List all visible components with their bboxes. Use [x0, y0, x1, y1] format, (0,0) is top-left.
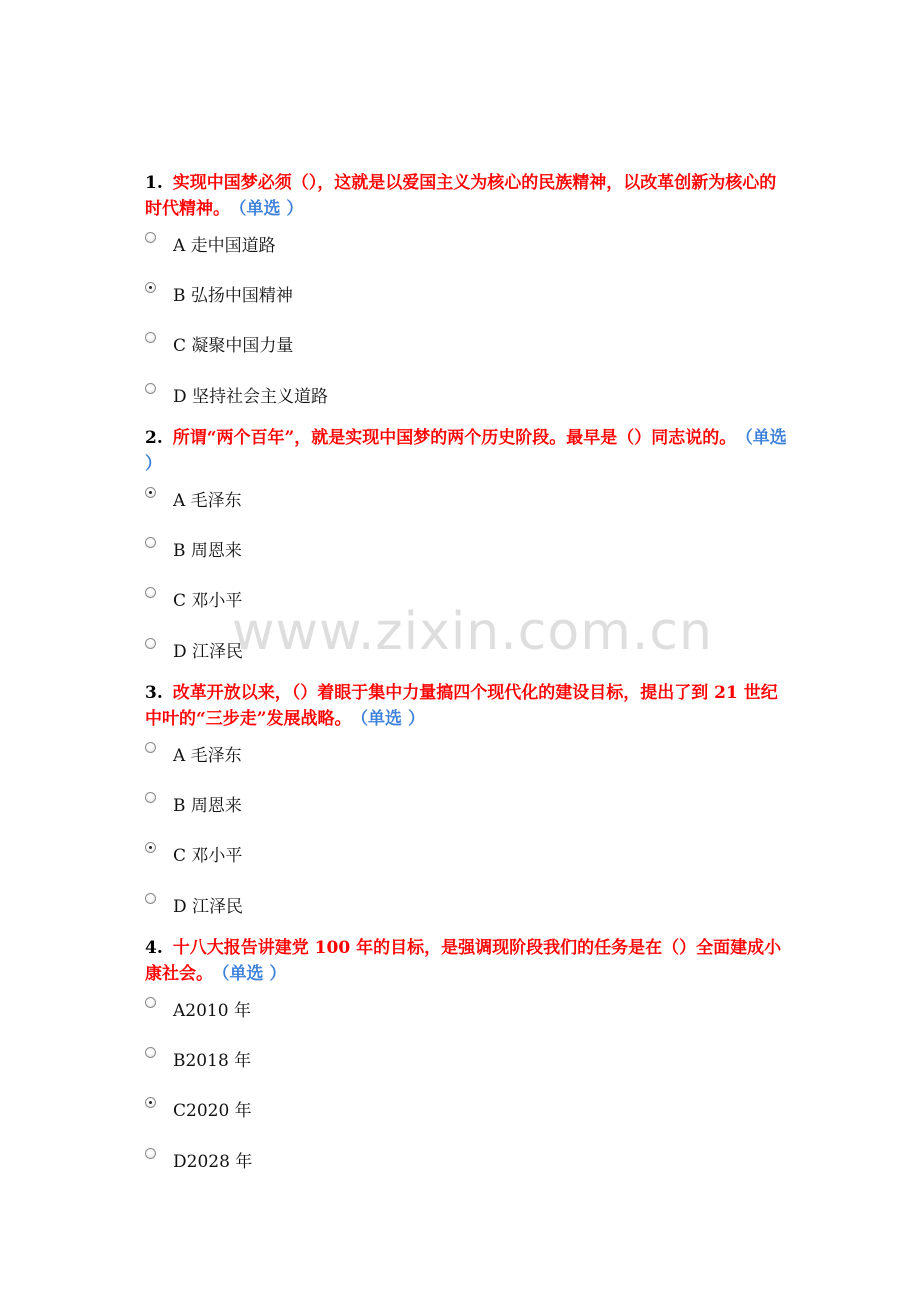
- option-d[interactable]: [145, 638, 243, 666]
- radio-button-icon[interactable]: [145, 997, 156, 1008]
- radio-button-icon[interactable]: [145, 232, 156, 243]
- radio-button-icon[interactable]: [145, 587, 156, 598]
- option-a[interactable]: [145, 997, 251, 1025]
- option-label: C 邓小平: [173, 591, 243, 611]
- radio-button-checked-icon[interactable]: [145, 282, 156, 293]
- question-type: （单选 ）: [221, 964, 287, 984]
- option-label: A 毛泽东: [173, 491, 242, 511]
- option-label: B 弘扬中国精神: [173, 286, 293, 306]
- question-number: 3.: [145, 683, 163, 703]
- radio-button-icon[interactable]: [145, 537, 156, 548]
- question-text: 实现中国梦必须（），这就是以爱国主义为核心的民族精神，以改革创新为核心的时代精神。: [145, 173, 777, 219]
- radio-button-checked-icon[interactable]: [145, 487, 156, 498]
- option-label: A 毛泽东: [173, 746, 242, 766]
- option-label: A2010 年: [173, 1001, 251, 1021]
- option-a[interactable]: [145, 487, 242, 515]
- radio-button-checked-icon[interactable]: [145, 842, 156, 853]
- option-a[interactable]: [145, 232, 276, 260]
- option-label: D 坚持社会主义道路: [173, 387, 329, 407]
- option-label: B 周恩来: [173, 796, 242, 816]
- question-number: 4.: [145, 938, 163, 958]
- option-c[interactable]: [145, 842, 242, 870]
- question-type: （单选 ）: [145, 428, 787, 474]
- option-b[interactable]: [145, 282, 293, 310]
- option-label: C2020 年: [173, 1101, 252, 1121]
- radio-button-icon[interactable]: [145, 792, 156, 803]
- question-text: 十八大报告讲建党 100 年的目标，是强调现阶段我们的任务是在（）全面建成小康社会。: [145, 938, 782, 984]
- question-4: [145, 935, 790, 1172]
- question-2-title: [145, 425, 790, 477]
- option-b[interactable]: [145, 792, 242, 820]
- option-b[interactable]: [145, 537, 242, 565]
- question-text: 所谓“两个百年”，就是实现中国梦的两个历史阶段。最早是（）同志说的。: [172, 428, 737, 448]
- question-1-title: [145, 170, 790, 222]
- option-label: C 邓小平: [173, 846, 243, 866]
- question-number: 2.: [145, 428, 163, 448]
- radio-button-icon[interactable]: [145, 1047, 156, 1058]
- option-c[interactable]: [145, 587, 242, 615]
- radio-button-icon[interactable]: [145, 332, 156, 343]
- question-1: [145, 170, 790, 407]
- question-3: [145, 680, 790, 917]
- question-type: （单选 ）: [359, 709, 425, 729]
- option-label: B 周恩来: [173, 541, 242, 561]
- radio-button-icon[interactable]: [145, 893, 156, 904]
- radio-button-icon[interactable]: [145, 742, 156, 753]
- option-label: A 走中国道路: [173, 236, 276, 256]
- option-c[interactable]: [145, 332, 293, 360]
- option-d[interactable]: [145, 893, 243, 921]
- question-number: 1.: [145, 173, 163, 193]
- radio-button-icon[interactable]: [145, 383, 156, 394]
- question-text: 改革开放以来，（）着眼于集中力量搞四个现代化的建设目标，提出了到 21 世纪中叶的“三步走”发展战略。: [145, 683, 778, 729]
- question-type: （单选 ）: [238, 199, 304, 219]
- option-label: D 江泽民: [173, 642, 244, 662]
- option-label: B2018 年: [173, 1051, 252, 1071]
- radio-button-checked-icon[interactable]: [145, 1097, 156, 1108]
- question-3-title: [145, 680, 790, 732]
- radio-button-icon[interactable]: [145, 638, 156, 649]
- option-d[interactable]: [145, 1148, 252, 1176]
- option-d[interactable]: [145, 383, 328, 411]
- option-label: C 凝聚中国力量: [173, 336, 294, 356]
- option-b[interactable]: [145, 1047, 251, 1075]
- watermark: www.zixin.com.cn: [232, 602, 713, 662]
- option-a[interactable]: [145, 742, 242, 770]
- option-label: D 江泽民: [173, 897, 244, 917]
- option-label: D2028 年: [173, 1152, 253, 1172]
- radio-button-icon[interactable]: [145, 1148, 156, 1159]
- option-c[interactable]: [145, 1097, 252, 1125]
- question-4-title: [145, 935, 790, 987]
